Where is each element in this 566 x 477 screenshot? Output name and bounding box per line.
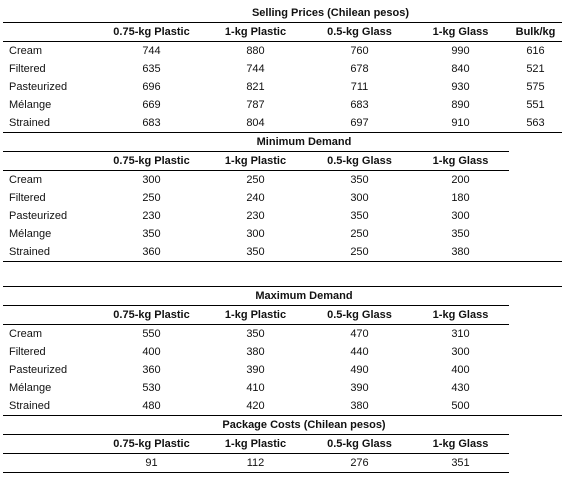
cell-value: 910 bbox=[412, 114, 509, 133]
column-header: 1-kg Plastic bbox=[204, 435, 307, 454]
column-header: 0.75-kg Plastic bbox=[99, 152, 204, 171]
row-label: Pasteurized bbox=[9, 210, 68, 222]
cell-value: 669 bbox=[142, 99, 161, 111]
row-label: Mélange bbox=[9, 99, 52, 111]
column-header: 1-kg Glass bbox=[412, 152, 509, 171]
column-header: 0.75-kg Plastic bbox=[99, 435, 204, 454]
table-row bbox=[3, 96, 562, 114]
column-header: 0.75-kg Plastic bbox=[99, 23, 204, 42]
row-label: Mélange bbox=[9, 228, 52, 240]
cell-value: 551 bbox=[526, 99, 545, 111]
cell-value: 250 bbox=[350, 228, 369, 240]
row-label: Mélange bbox=[9, 382, 52, 394]
cell-value: 440 bbox=[350, 346, 369, 358]
cell-value: 350 bbox=[350, 174, 369, 186]
row-label: Filtered bbox=[9, 63, 46, 75]
table-row bbox=[3, 379, 562, 397]
package-costs-header-row bbox=[3, 435, 562, 454]
table-row bbox=[3, 325, 562, 344]
cell-value: 390 bbox=[246, 364, 265, 376]
cell-value: 240 bbox=[246, 192, 265, 204]
cell-value: 550 bbox=[142, 328, 161, 340]
cell-value: 380 bbox=[246, 346, 265, 358]
cell-value: 380 bbox=[307, 397, 412, 416]
column-header: 0.5-kg Glass bbox=[307, 435, 412, 454]
cell-value: 744 bbox=[142, 45, 161, 57]
column-header: 0.5-kg Glass bbox=[307, 152, 412, 171]
table-row bbox=[3, 207, 562, 225]
column-header: 1-kg Glass bbox=[412, 23, 509, 42]
row-label: Pasteurized bbox=[9, 81, 68, 93]
row-label: Strained bbox=[3, 243, 99, 262]
cell-value: 350 bbox=[204, 243, 307, 262]
cell-value: 890 bbox=[451, 99, 470, 111]
table-row bbox=[3, 243, 562, 262]
min-demand-title-row bbox=[3, 133, 562, 152]
cell-value: 360 bbox=[99, 243, 204, 262]
cell-value: 390 bbox=[350, 382, 369, 394]
table-row bbox=[3, 60, 562, 78]
column-header: 1-kg Plastic bbox=[204, 306, 307, 325]
table-row bbox=[3, 397, 562, 416]
section-spacer bbox=[3, 262, 562, 287]
cell-value: 350 bbox=[350, 210, 369, 222]
row-label: Strained bbox=[3, 397, 99, 416]
cell-value: 697 bbox=[307, 114, 412, 133]
cell-value: 91 bbox=[99, 454, 204, 473]
cell-value: 250 bbox=[246, 174, 265, 186]
table-row bbox=[3, 454, 562, 473]
cell-value: 787 bbox=[246, 99, 265, 111]
column-header: 1-kg Glass bbox=[412, 435, 509, 454]
cell-value: 804 bbox=[204, 114, 307, 133]
selling-title: Selling Prices (Chilean pesos) bbox=[99, 4, 562, 23]
data-table bbox=[3, 4, 562, 473]
cell-value: 500 bbox=[412, 397, 509, 416]
cell-value: 300 bbox=[451, 210, 470, 222]
cell-value: 300 bbox=[142, 174, 161, 186]
cell-value: 480 bbox=[99, 397, 204, 416]
table-row bbox=[3, 171, 562, 190]
row-label: Cream bbox=[9, 174, 43, 186]
data-sheet bbox=[3, 4, 562, 473]
cell-value: 430 bbox=[451, 382, 470, 394]
selling-header-row bbox=[3, 23, 562, 42]
cell-value: 112 bbox=[204, 454, 307, 473]
cell-value: 300 bbox=[451, 346, 470, 358]
table-row bbox=[3, 225, 562, 243]
max-demand-title: Maximum Demand bbox=[99, 287, 509, 306]
package-costs-title: Package Costs (Chilean pesos) bbox=[99, 416, 509, 435]
cell-value: 300 bbox=[246, 228, 265, 240]
cell-value: 696 bbox=[142, 81, 161, 93]
column-header: Bulk/kg bbox=[509, 23, 562, 42]
min-demand-title: Minimum Demand bbox=[99, 133, 509, 152]
cell-value: 276 bbox=[307, 454, 412, 473]
cell-value: 350 bbox=[451, 228, 470, 240]
table-row bbox=[3, 189, 562, 207]
cell-value: 840 bbox=[451, 63, 470, 75]
max-demand-header-row bbox=[3, 306, 562, 325]
cell-value: 230 bbox=[142, 210, 161, 222]
cell-value: 400 bbox=[142, 346, 161, 358]
cell-value: 530 bbox=[142, 382, 161, 394]
column-header: 1-kg Glass bbox=[412, 306, 509, 325]
cell-value: 683 bbox=[99, 114, 204, 133]
row-label: Cream bbox=[9, 328, 43, 340]
cell-value: 350 bbox=[246, 328, 265, 340]
package-costs-title-row bbox=[3, 416, 562, 435]
row-label: Strained bbox=[3, 114, 99, 133]
table-row bbox=[3, 78, 562, 96]
cell-value: 821 bbox=[246, 81, 265, 93]
column-header: 1-kg Plastic bbox=[204, 152, 307, 171]
table-row bbox=[3, 361, 562, 379]
row-label: Pasteurized bbox=[9, 364, 68, 376]
cell-value: 351 bbox=[412, 454, 509, 473]
cell-value: 683 bbox=[350, 99, 369, 111]
cell-value: 310 bbox=[451, 328, 470, 340]
selling-title-row bbox=[3, 4, 562, 23]
cell-value: 420 bbox=[204, 397, 307, 416]
cell-value: 563 bbox=[509, 114, 562, 133]
column-header: 0.5-kg Glass bbox=[307, 23, 412, 42]
cell-value: 744 bbox=[246, 63, 265, 75]
cell-value: 200 bbox=[451, 174, 470, 186]
cell-value: 230 bbox=[246, 210, 265, 222]
table-row bbox=[3, 42, 562, 61]
cell-value: 616 bbox=[526, 45, 545, 57]
cell-value: 360 bbox=[142, 364, 161, 376]
cell-value: 350 bbox=[142, 228, 161, 240]
column-header: 0.5-kg Glass bbox=[307, 306, 412, 325]
row-label: Filtered bbox=[9, 346, 46, 358]
cell-value: 250 bbox=[142, 192, 161, 204]
cell-value: 635 bbox=[142, 63, 161, 75]
cell-value: 400 bbox=[451, 364, 470, 376]
column-header: 1-kg Plastic bbox=[204, 23, 307, 42]
column-header: 0.75-kg Plastic bbox=[99, 306, 204, 325]
row-label: Cream bbox=[9, 45, 43, 57]
min-demand-header-row bbox=[3, 152, 562, 171]
cell-value: 250 bbox=[307, 243, 412, 262]
cell-value: 990 bbox=[451, 45, 470, 57]
cell-value: 575 bbox=[526, 81, 545, 93]
table-row bbox=[3, 343, 562, 361]
cell-value: 678 bbox=[350, 63, 369, 75]
cell-value: 180 bbox=[451, 192, 470, 204]
cell-value: 300 bbox=[350, 192, 369, 204]
cell-value: 470 bbox=[350, 328, 369, 340]
cell-value: 410 bbox=[246, 382, 265, 394]
cell-value: 380 bbox=[412, 243, 509, 262]
cell-value: 760 bbox=[350, 45, 369, 57]
cell-value: 711 bbox=[350, 81, 369, 93]
cell-value: 880 bbox=[246, 45, 265, 57]
max-demand-title-row bbox=[3, 287, 562, 306]
row-label: Filtered bbox=[9, 192, 46, 204]
cell-value: 490 bbox=[350, 364, 369, 376]
table-row bbox=[3, 114, 562, 133]
cell-value: 521 bbox=[526, 63, 545, 75]
cell-value: 930 bbox=[451, 81, 470, 93]
